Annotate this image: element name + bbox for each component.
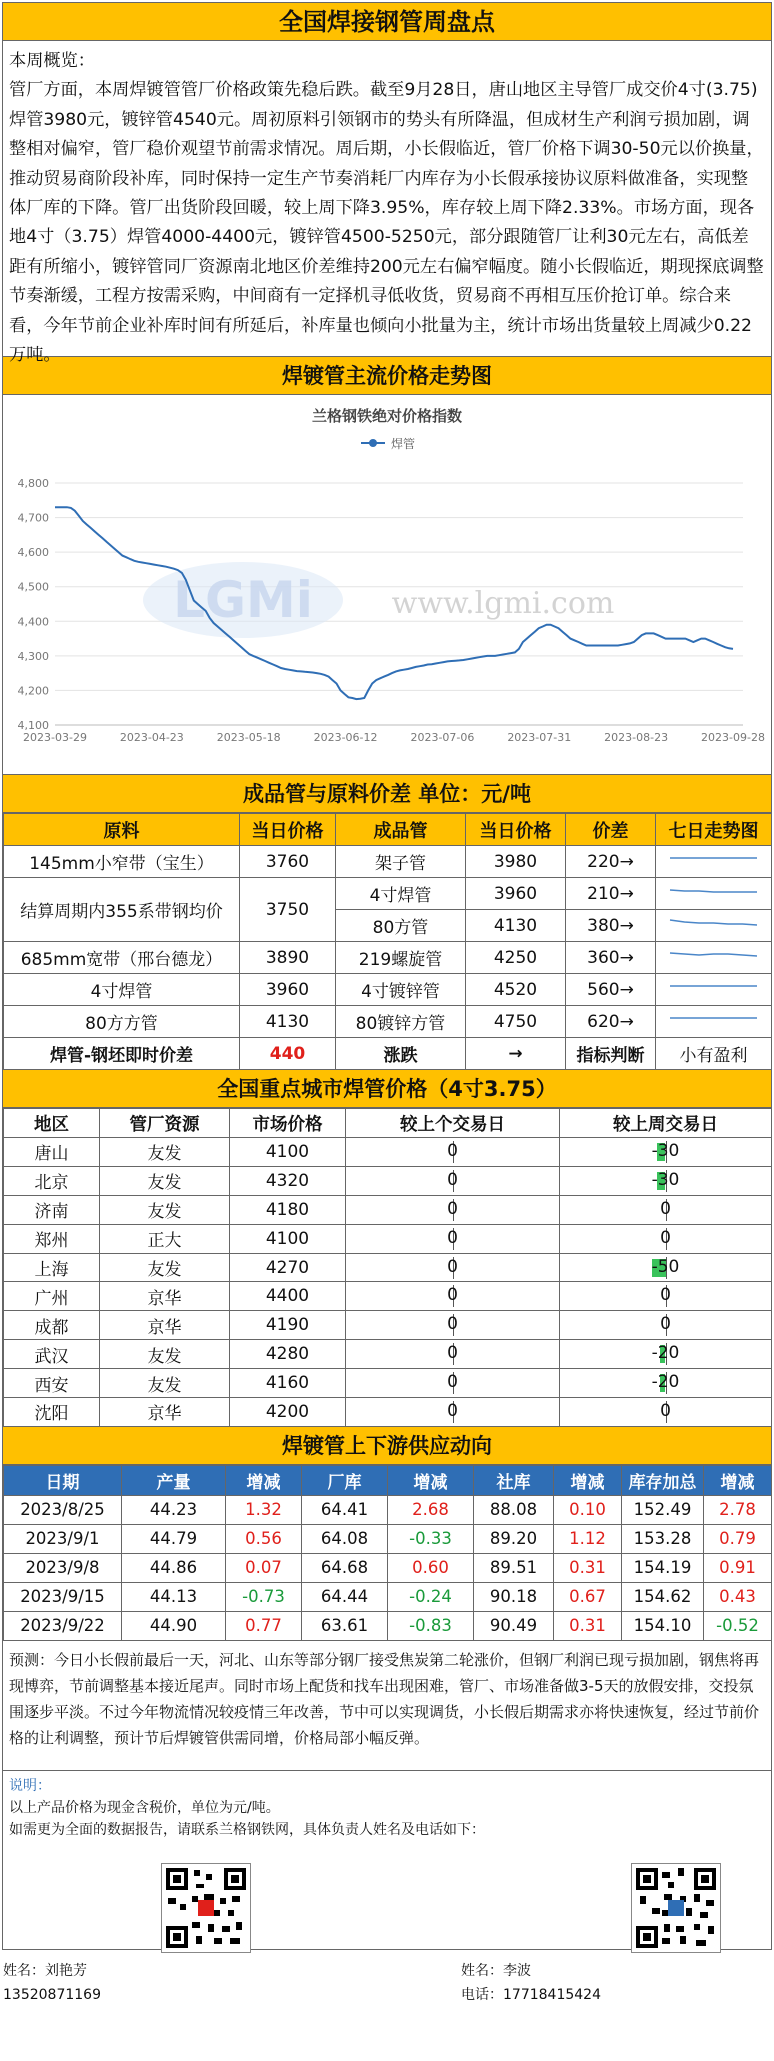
y-tick-label: 4,400 <box>17 615 49 629</box>
market-price: 4160 <box>230 1369 346 1398</box>
raw-price: 3960 <box>240 974 336 1006</box>
city-row <box>4 1311 772 1340</box>
spread-row <box>4 974 772 1006</box>
price-diff: 560→ <box>566 974 656 1006</box>
social-stock: 90.18 <box>474 1582 554 1611</box>
mill-source: 京华 <box>100 1398 230 1427</box>
total-stock-change: 0.91 <box>704 1553 772 1582</box>
output-change: 0.07 <box>226 1553 302 1582</box>
sparkline-line <box>670 920 757 925</box>
city-name: 郑州 <box>4 1224 100 1253</box>
change-value: 0 <box>660 1400 671 1421</box>
city-header: 市场价格 <box>230 1109 346 1138</box>
supply-header-row <box>4 1465 772 1495</box>
social-stock: 89.51 <box>474 1553 554 1582</box>
change-value: 0 <box>660 1227 671 1248</box>
change-vs-prev-day <box>346 1369 560 1398</box>
notes-line-1: 以上产品价格为现金含税价，单位为元/吨。 <box>9 1799 280 1816</box>
city-name: 济南 <box>4 1195 100 1224</box>
week-date: 2023/9/15 <box>4 1582 122 1611</box>
output-change: 1.32 <box>226 1495 302 1524</box>
seven-day-trend <box>656 910 772 942</box>
market-price: 4280 <box>230 1340 346 1369</box>
contact-2 <box>461 1959 601 2007</box>
change-bar-cell <box>346 1257 559 1279</box>
price-diff: 210→ <box>566 878 656 910</box>
city-header: 较上周交易日 <box>560 1109 772 1138</box>
city-price-table <box>3 1108 772 1427</box>
factory-stock: 64.44 <box>302 1582 388 1611</box>
change-bar-cell <box>346 1285 559 1307</box>
output-value: 44.23 <box>122 1495 226 1524</box>
change-vs-prev-day <box>346 1195 560 1224</box>
spread-header: 原料 <box>4 814 240 846</box>
market-price: 4100 <box>230 1224 346 1253</box>
contact-phone: 13520871169 <box>3 1986 101 2003</box>
product-name: 架子管 <box>336 846 466 878</box>
sparkline <box>664 1008 764 1030</box>
city-name: 成都 <box>4 1311 100 1340</box>
supply-header: 库存加总 <box>622 1465 704 1495</box>
judge-value: 小有盈利 <box>656 1038 772 1070</box>
week-date: 2023/9/8 <box>4 1553 122 1582</box>
sparkline <box>664 976 764 998</box>
total-stock-change: 2.78 <box>704 1495 772 1524</box>
change-vs-prev-day <box>346 1282 560 1311</box>
social-stock-change: 0.10 <box>554 1495 622 1524</box>
y-tick-label: 4,800 <box>17 477 49 490</box>
summary-body: 管厂方面，本周焊镀管管厂价格政策先稳后跌。截至9月28日，唐山地区主导管厂成交价4寸(3.75)焊管3980元，镀锌管4540元。周初原料引领钢市的势头有所降温，但成材生产利润亏损加剧，调整相对偏窄，管厂稳价观望节前需求情况。周后期，小长假临近，管厂价格下调30-50元以价换量，推动贸易商阶段补库，同时保持一定生产节奏消耗厂内库存为小长假承接协议原料做准备，实现整体厂库的下降。管厂出货阶段回暖，较上周下降3.95%，库存较上周下降2.33%。市场方面，现各地4寸（3.75）焊管4000-4400元，镀锌管4500-5250元，部分跟随管厂让利30元左右，高低差距有所缩小，镀锌管同厂资源南北地区价差维持200元左右偏窄幅度。随小长假临近，期现探底调整节奏渐缓，工程方按需采购，中间商有一定择机寻低收货，贸易商不再相互压价抢订单。综合来看，今年节前企业补库时间有所延后，补库量也倾向小批量为主，统计市场出货量较上周减少0.22万吨。 <box>9 80 764 366</box>
city-row <box>4 1340 772 1369</box>
city-section-title: 全国重点城市焊管价格（4寸3.75） <box>3 1070 771 1108</box>
chart-title: 兰格钢铁绝对价格指数 <box>311 407 463 425</box>
change-value: → <box>466 1038 566 1070</box>
sparkline <box>664 880 764 902</box>
factory-stock-change: 2.68 <box>388 1495 474 1524</box>
change-value: 0 <box>660 1314 671 1335</box>
city-name: 广州 <box>4 1282 100 1311</box>
city-header: 地区 <box>4 1109 100 1138</box>
change-value: 0 <box>660 1285 671 1306</box>
sparkline <box>664 912 764 934</box>
factory-stock: 63.61 <box>302 1611 388 1640</box>
factory-stock-change: -0.83 <box>388 1611 474 1640</box>
change-bar-cell <box>560 1199 771 1221</box>
output-value: 44.90 <box>122 1611 226 1640</box>
output-change: 0.56 <box>226 1524 302 1553</box>
city-name: 上海 <box>4 1253 100 1282</box>
change-value: -30 <box>651 1169 680 1190</box>
total-stock: 153.28 <box>622 1524 704 1553</box>
city-header-row <box>4 1109 772 1138</box>
output-value: 44.79 <box>122 1524 226 1553</box>
forecast-text: 预测：今日小长假前最后一天，河北、山东等部分钢厂接受焦炭第二轮涨价，但钢厂利润已现亏损加剧，钢焦将再现博弈，节前调整基本接近尾声。同时市场上配货和找车出现困难，管厂、市场准备做3-5天的放假安排，交投氛围逐步平淡。不过今年物流情况较疫情三年改善，节中可以实现调货，小长假后期需求亦将快速恢复，经过节前价格的让利调整，预计节后焊镀管供需同增，价格局部小幅反弹。 <box>3 1641 771 1771</box>
change-vs-prev-day <box>346 1398 560 1427</box>
market-price: 4400 <box>230 1282 346 1311</box>
weekly-summary <box>3 41 771 366</box>
product-price: 4750 <box>466 1006 566 1038</box>
x-tick-label: 2023-07-31 <box>507 731 572 744</box>
qr-code-icon <box>631 1863 721 1953</box>
output-value: 44.86 <box>122 1553 226 1582</box>
product-name: 4寸焊管 <box>336 878 466 910</box>
spread-footer-row <box>4 1038 772 1070</box>
city-name: 北京 <box>4 1166 100 1195</box>
change-vs-prev-week <box>560 1311 772 1340</box>
social-stock-change: 0.31 <box>554 1611 622 1640</box>
report-title: 全国焊接钢管周盘点 <box>3 3 771 41</box>
output-value: 44.13 <box>122 1582 226 1611</box>
change-vs-prev-week <box>560 1340 772 1369</box>
spread-row <box>4 1006 772 1038</box>
mill-source: 京华 <box>100 1311 230 1340</box>
city-header: 管厂资源 <box>100 1109 230 1138</box>
social-stock-change: 0.67 <box>554 1582 622 1611</box>
market-price: 4190 <box>230 1311 346 1340</box>
change-value: 0 <box>447 1256 458 1277</box>
supply-header: 增减 <box>704 1465 772 1495</box>
change-vs-prev-day <box>346 1311 560 1340</box>
spread-section-title: 成品管与原料价差 单位：元/吨 <box>3 775 771 813</box>
market-price: 4180 <box>230 1195 346 1224</box>
product-name: 4寸镀锌管 <box>336 974 466 1006</box>
price-trend-chart <box>3 395 771 775</box>
raw-price: 3750 <box>240 878 336 942</box>
legend-marker <box>369 439 377 447</box>
change-value: 0 <box>447 1169 458 1190</box>
raw-material: 4寸焊管 <box>4 974 240 1006</box>
spread-header: 当日价格 <box>240 814 336 846</box>
factory-stock: 64.68 <box>302 1553 388 1582</box>
product-name: 80方管 <box>336 910 466 942</box>
change-bar-cell <box>560 1228 771 1250</box>
factory-stock-change: -0.24 <box>388 1582 474 1611</box>
mill-source: 友发 <box>100 1369 230 1398</box>
city-row <box>4 1253 772 1282</box>
supply-row <box>4 1553 772 1582</box>
total-stock-change: 0.43 <box>704 1582 772 1611</box>
raw-material: 80方方管 <box>4 1006 240 1038</box>
change-vs-prev-week <box>560 1253 772 1282</box>
change-bar-cell <box>346 1401 559 1423</box>
total-stock-change: 0.79 <box>704 1524 772 1553</box>
total-stock: 154.62 <box>622 1582 704 1611</box>
sparkline-line <box>670 953 757 956</box>
change-value: 0 <box>447 1227 458 1248</box>
y-tick-label: 4,500 <box>17 580 49 594</box>
product-price: 3960 <box>466 878 566 910</box>
city-row <box>4 1369 772 1398</box>
week-date: 2023/9/1 <box>4 1524 122 1553</box>
change-bar-cell <box>560 1314 771 1336</box>
change-bar-cell <box>346 1228 559 1250</box>
supply-row <box>4 1524 772 1553</box>
x-tick-label: 2023-08-23 <box>604 731 669 744</box>
change-vs-prev-week <box>560 1369 772 1398</box>
change-value: -50 <box>651 1256 680 1277</box>
contact-1 <box>3 1959 101 2007</box>
product-price: 3980 <box>466 846 566 878</box>
price-diff: 620→ <box>566 1006 656 1038</box>
social-stock: 88.08 <box>474 1495 554 1524</box>
spread-header: 成品管 <box>336 814 466 846</box>
mill-source: 友发 <box>100 1340 230 1369</box>
supply-header: 增减 <box>388 1465 474 1495</box>
factory-stock: 64.08 <box>302 1524 388 1553</box>
seven-day-trend <box>656 878 772 910</box>
change-value: 0 <box>447 1314 458 1335</box>
spread-header: 价差 <box>566 814 656 846</box>
social-stock-change: 1.12 <box>554 1524 622 1553</box>
market-price: 4200 <box>230 1398 346 1427</box>
instant-spread-value: 440 <box>240 1038 336 1070</box>
change-value: -30 <box>651 1140 680 1161</box>
city-row <box>4 1282 772 1311</box>
city-row <box>4 1166 772 1195</box>
supply-header: 社库 <box>474 1465 554 1495</box>
x-tick-label: 2023-06-12 <box>313 731 378 744</box>
raw-price: 3890 <box>240 942 336 974</box>
city-name: 唐山 <box>4 1138 100 1167</box>
price-chart-svg <box>3 395 771 775</box>
change-vs-prev-day <box>346 1138 560 1167</box>
change-value: -20 <box>651 1343 680 1364</box>
change-vs-prev-week <box>560 1138 772 1167</box>
chart-section-title: 焊镀管主流价格走势图 <box>3 357 771 395</box>
mill-source: 友发 <box>100 1166 230 1195</box>
change-value: 0 <box>447 1285 458 1306</box>
city-name: 武汉 <box>4 1340 100 1369</box>
spread-row <box>4 942 772 974</box>
y-tick-label: 4,300 <box>17 649 49 663</box>
logo-watermark-text: LGMi <box>173 571 313 629</box>
factory-stock: 64.41 <box>302 1495 388 1524</box>
site-watermark: www.lgmi.com <box>391 586 615 621</box>
change-bar-cell <box>560 1285 771 1307</box>
seven-day-trend <box>656 942 772 974</box>
change-value: 0 <box>447 1140 458 1161</box>
change-bar-cell <box>560 1141 771 1163</box>
change-value: 0 <box>447 1400 458 1421</box>
city-row <box>4 1224 772 1253</box>
city-name: 沈阳 <box>4 1398 100 1427</box>
city-row <box>4 1398 772 1427</box>
change-value: -20 <box>651 1372 680 1393</box>
seven-day-trend <box>656 846 772 878</box>
supply-header: 日期 <box>4 1465 122 1495</box>
city-row <box>4 1195 772 1224</box>
change-label: 涨跌 <box>336 1038 466 1070</box>
social-stock: 89.20 <box>474 1524 554 1553</box>
mill-source: 友发 <box>100 1253 230 1282</box>
change-bar-cell <box>560 1343 771 1365</box>
change-vs-prev-day <box>346 1253 560 1282</box>
contact-name: 姓名：刘艳芳 <box>3 1962 87 1979</box>
market-price: 4270 <box>230 1253 346 1282</box>
summary-heading: 本周概览： <box>9 51 95 71</box>
week-date: 2023/9/22 <box>4 1611 122 1640</box>
raw-price: 3760 <box>240 846 336 878</box>
contact-phone: 电话：17718415424 <box>461 1986 601 2003</box>
supply-row <box>4 1495 772 1524</box>
x-tick-label: 2023-04-23 <box>119 731 184 744</box>
change-value: 0 <box>660 1198 671 1219</box>
price-diff: 220→ <box>566 846 656 878</box>
mill-source: 友发 <box>100 1138 230 1167</box>
sparkline <box>664 848 764 870</box>
x-tick-label: 2023-09-28 <box>701 731 765 744</box>
city-row <box>4 1138 772 1167</box>
spread-row <box>4 846 772 878</box>
product-price: 4520 <box>466 974 566 1006</box>
price-diff: 380→ <box>566 910 656 942</box>
supply-row <box>4 1611 772 1640</box>
mill-source: 京华 <box>100 1282 230 1311</box>
product-name: 219螺旋管 <box>336 942 466 974</box>
legend-label: 焊管 <box>391 437 416 451</box>
change-vs-prev-day <box>346 1166 560 1195</box>
change-vs-prev-day <box>346 1340 560 1369</box>
social-stock-change: 0.31 <box>554 1553 622 1582</box>
supply-header: 增减 <box>226 1465 302 1495</box>
change-vs-prev-week <box>560 1224 772 1253</box>
seven-day-trend <box>656 974 772 1006</box>
y-tick-label: 4,700 <box>17 511 49 525</box>
y-tick-label: 4,600 <box>17 546 49 560</box>
change-bar-cell <box>560 1170 771 1192</box>
notes-section <box>3 1771 771 2061</box>
product-price: 4130 <box>466 910 566 942</box>
seven-day-trend <box>656 1006 772 1038</box>
x-tick-label: 2023-03-29 <box>23 731 87 744</box>
factory-stock-change: 0.60 <box>388 1553 474 1582</box>
mill-source: 正大 <box>100 1224 230 1253</box>
change-value: 0 <box>447 1343 458 1364</box>
y-tick-label: 4,100 <box>17 719 49 732</box>
raw-material: 685mm宽带（邢台德龙） <box>4 942 240 974</box>
change-vs-prev-week <box>560 1398 772 1427</box>
product-price: 4250 <box>466 942 566 974</box>
change-bar-cell <box>346 1343 559 1365</box>
spread-header: 当日价格 <box>466 814 566 846</box>
contact-name: 姓名：李波 <box>461 1962 531 1979</box>
week-date: 2023/8/25 <box>4 1495 122 1524</box>
city-header: 较上个交易日 <box>346 1109 560 1138</box>
supply-row <box>4 1582 772 1611</box>
spread-row <box>4 878 772 910</box>
change-vs-prev-week <box>560 1282 772 1311</box>
qr-code-icon <box>161 1863 251 1953</box>
change-bar-cell <box>346 1314 559 1336</box>
supply-header: 增减 <box>554 1465 622 1495</box>
change-vs-prev-week <box>560 1195 772 1224</box>
mill-source: 友发 <box>100 1195 230 1224</box>
change-bar-cell <box>346 1199 559 1221</box>
city-name: 西安 <box>4 1369 100 1398</box>
change-bar-cell <box>346 1372 559 1394</box>
price-diff: 360→ <box>566 942 656 974</box>
report-page <box>2 2 772 2003</box>
spread-header-row <box>4 814 772 846</box>
total-stock: 154.19 <box>622 1553 704 1582</box>
supply-header: 厂库 <box>302 1465 388 1495</box>
spread-table <box>3 813 772 1070</box>
social-stock: 90.49 <box>474 1611 554 1640</box>
x-tick-label: 2023-05-18 <box>216 731 281 744</box>
market-price: 4100 <box>230 1138 346 1167</box>
change-value: 0 <box>447 1372 458 1393</box>
change-bar-cell <box>560 1401 771 1423</box>
total-stock: 154.10 <box>622 1611 704 1640</box>
instant-spread-label: 焊管-钢坯即时价差 <box>4 1038 240 1070</box>
sparkline-line <box>670 890 757 892</box>
change-bar-cell <box>346 1170 559 1192</box>
supply-header: 产量 <box>122 1465 226 1495</box>
change-vs-prev-week <box>560 1166 772 1195</box>
notes-label: 说明： <box>9 1777 51 1794</box>
output-change: 0.77 <box>226 1611 302 1640</box>
change-bar-cell <box>346 1141 559 1163</box>
sparkline <box>664 944 764 966</box>
change-value: 0 <box>447 1198 458 1219</box>
notes-line-2: 如需更为全面的数据报告，请联系兰格钢铁网，具体负责人姓名及电话如下： <box>9 1821 485 1838</box>
total-stock: 152.49 <box>622 1495 704 1524</box>
change-bar-cell <box>560 1372 771 1394</box>
judge-label: 指标判断 <box>566 1038 656 1070</box>
raw-material: 结算周期内355系带钢均价 <box>4 878 240 942</box>
raw-material: 145mm小窄带（宝生） <box>4 846 240 878</box>
factory-stock-change: -0.33 <box>388 1524 474 1553</box>
change-vs-prev-day <box>346 1224 560 1253</box>
y-tick-label: 4,200 <box>17 684 49 698</box>
spread-header: 七日走势图 <box>656 814 772 846</box>
supply-section-title: 焊镀管上下游供应动向 <box>3 1427 771 1465</box>
output-change: -0.73 <box>226 1582 302 1611</box>
product-name: 80镀锌方管 <box>336 1006 466 1038</box>
total-stock-change: -0.52 <box>704 1611 772 1640</box>
raw-price: 4130 <box>240 1006 336 1038</box>
x-tick-label: 2023-07-06 <box>410 731 475 744</box>
supply-table <box>3 1465 772 1641</box>
change-bar-cell <box>560 1257 771 1279</box>
market-price: 4320 <box>230 1166 346 1195</box>
